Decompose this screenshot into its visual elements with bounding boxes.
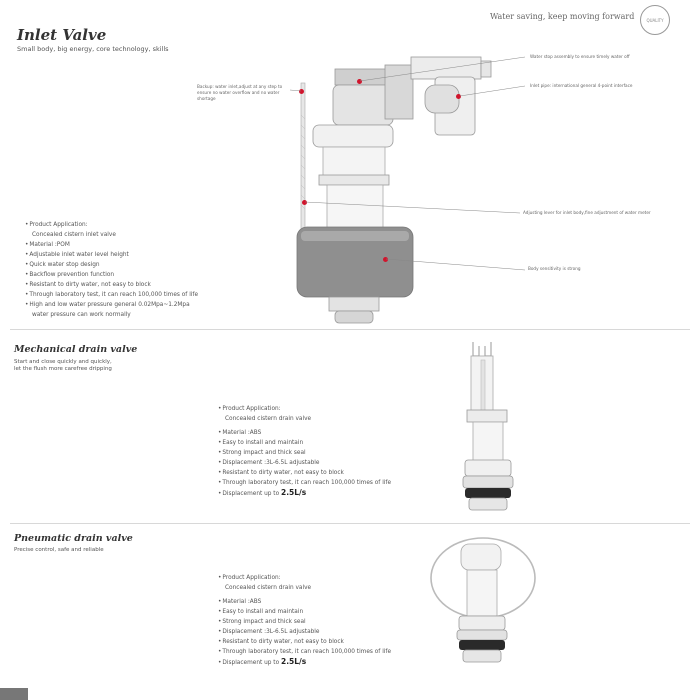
spec-item: • Resistant to dirty water, not easy to block (25, 280, 265, 290)
spec-item: • Backflow prevention function (25, 270, 265, 280)
callout-backup: Backup: water inlet,adjust at any step to ensure no water overflow and no water shortage (197, 84, 283, 101)
quality-badge: QUALITY (640, 5, 670, 35)
mechanical-spec-list (218, 404, 458, 499)
spec-item: • Resistant to dirty water, not easy to block (218, 468, 458, 478)
inlet-title: Inlet Valve (17, 26, 107, 44)
spec-item: • Strong impact and thick seal (218, 617, 458, 627)
spec-item: • Material :ABS (218, 597, 458, 607)
mechanical-valve-image (455, 340, 525, 520)
displacement-prefix: Displacement up to (222, 660, 280, 666)
spec-item: Concealed cistern drain valve (225, 416, 312, 422)
displacement-line (218, 488, 458, 499)
spec-item: • High and low water pressure general 0.02Mpa~1.2Mpa (25, 300, 265, 310)
spec-item: Concealed cistern drain valve (225, 585, 312, 591)
spec-item: • Displacement :3L-6.5L adjustable (218, 458, 458, 468)
inlet-spec-list (25, 220, 265, 320)
spec-item: • Material :POM (25, 240, 265, 250)
spec-item: • Quick water stop design (25, 260, 265, 270)
spec-item: • Easy to install and maintain (218, 438, 458, 448)
displacement-value: 2.5L/s (280, 657, 307, 666)
displacement-prefix: Displacement up to (222, 491, 280, 497)
pneumatic-desc-1: Precise control, safe and reliable (14, 547, 104, 553)
spec-item: • Product Application: (218, 404, 458, 414)
section-divider (10, 329, 690, 330)
displacement-line (218, 657, 458, 668)
spec-item: • Adjustable inlet water level height (25, 250, 265, 260)
spec-item: water pressure can work normally (32, 312, 131, 318)
callout-pipe: Inlet pipe: international general 4-point interface (530, 83, 633, 88)
pneumatic-valve-image (425, 530, 540, 670)
spec-item: • Material :ABS (218, 428, 458, 438)
spec-item: • Displacement :3L-6.5L adjustable (218, 627, 458, 637)
mechanical-title: Mechanical drain valve (14, 344, 138, 355)
spec-item: • Through laboratory test, it can reach 100,000 times of life (218, 478, 458, 488)
mechanical-desc-1: Start and close quickly and quickly, (14, 359, 112, 365)
spec-item: Concealed cistern inlet valve (32, 232, 116, 238)
callout-stop: Water stop assembly to ensure timely water off (530, 54, 630, 59)
pneumatic-title: Pneumatic drain valve (14, 533, 133, 544)
pneumatic-spec-list (218, 573, 458, 668)
spec-item: • Through laboratory test, it can reach 100,000 times of life (218, 647, 458, 657)
corner-tab (0, 688, 28, 700)
displacement-value: 2.5L/s (280, 488, 307, 497)
mechanical-desc-2: let the flush more carefree dripping (14, 366, 112, 372)
spec-item: • Strong impact and thick seal (218, 448, 458, 458)
spec-item: • Product Application: (25, 220, 265, 230)
spec-item: • Resistant to dirty water, not easy to block (218, 637, 458, 647)
spec-item: • Product Application: (218, 573, 458, 583)
callout-rod: Adjusting lever for inlet body,fine adjustment of water meter (523, 210, 651, 215)
callout-body: Body sensitivity is strong (528, 266, 581, 271)
section-divider (10, 523, 690, 524)
inlet-subtitle: Small body, big energy, core technology, skills (17, 45, 169, 53)
spec-item: • Through laboratory test, it can reach 100,000 times of life (25, 290, 265, 300)
spec-item: • Easy to install and maintain (218, 607, 458, 617)
tagline: Water saving, keep moving forward (490, 12, 635, 21)
